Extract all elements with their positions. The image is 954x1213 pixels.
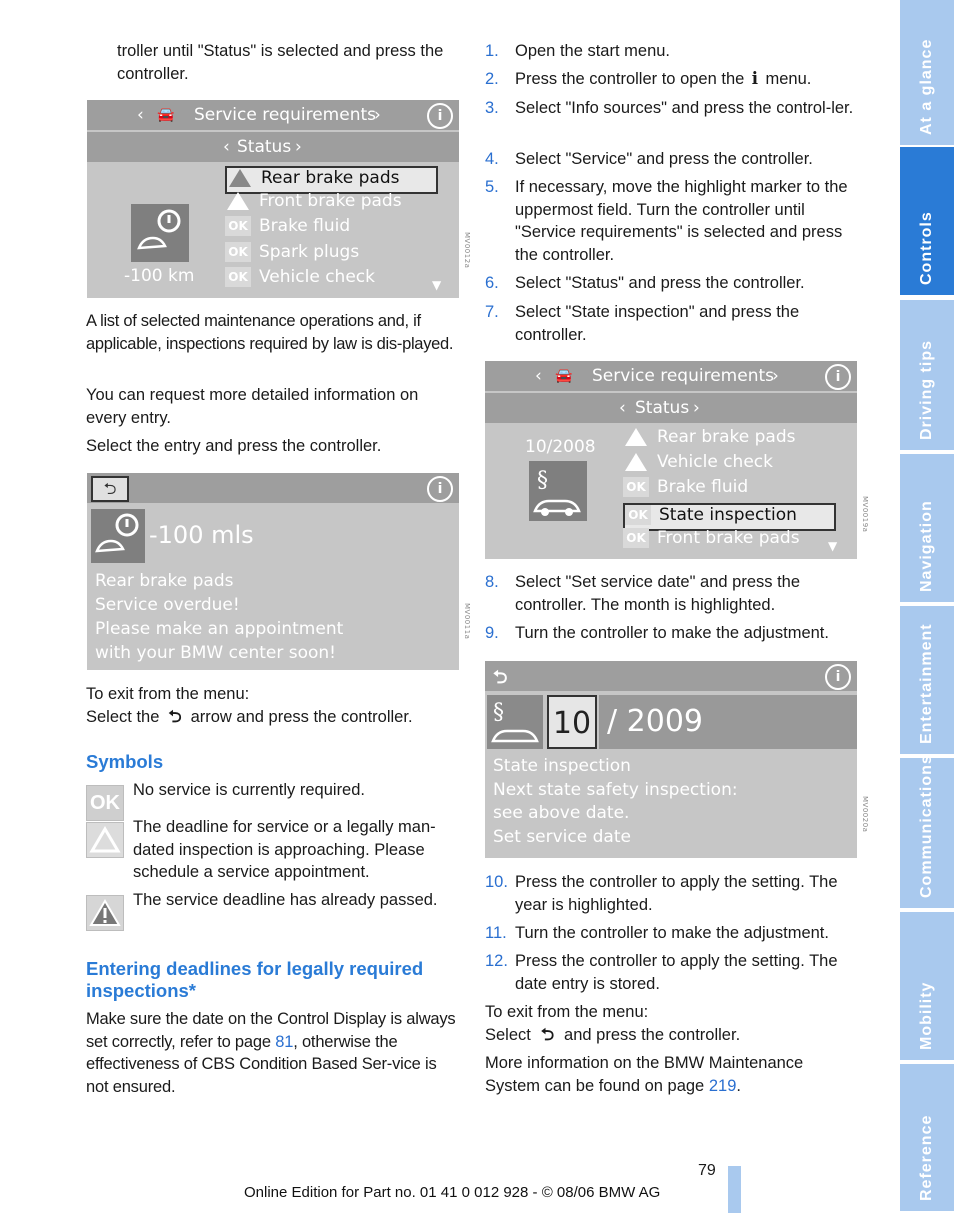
warning-triangle-icon: [227, 192, 249, 210]
status-bar: [87, 132, 459, 162]
tab-label: Controls: [918, 211, 935, 285]
detail-info-text: You can request more detailed information on every entry.: [86, 386, 419, 427]
exit-menu-text: To exit from the menu:: [485, 1003, 649, 1021]
screenshot-set-date: ⮌ i § 10 / 2009 State inspection Next state safety inspection: see above date. Set service date MV0020a: [485, 661, 857, 858]
back-arrow-icon: ⮌: [493, 667, 508, 688]
warning-triangle-icon: [625, 428, 647, 446]
tab-controls[interactable]: [900, 147, 954, 295]
date-line: Set service date: [493, 826, 631, 847]
tab-label: Navigation: [918, 500, 935, 592]
tab-navigation[interactable]: [900, 454, 954, 602]
select-entry-text: Select the entry and press the controller.: [86, 437, 382, 455]
car-icon: 🚘: [555, 368, 573, 384]
distance-value: -100 km: [124, 266, 195, 286]
back-arrow-icon: ⮌: [540, 1026, 555, 1044]
tab-label: Reference: [918, 1114, 935, 1201]
page-link-81[interactable]: 81: [275, 1032, 294, 1051]
service-car-icon: [131, 204, 189, 262]
sym-over-text: The service deadline has already passed.: [133, 891, 438, 909]
step-number: 10.: [485, 873, 508, 891]
ok-badge-icon: OK: [623, 477, 649, 497]
warning-triangle-icon: [625, 453, 647, 471]
info-icon: i: [427, 476, 453, 502]
sym-ok-text: No service is currently required.: [133, 781, 365, 799]
step-text: If necessary, move the highlight marker to the uppermost field. Turn the controller until "Service requirements" is selected and press the controller.: [515, 178, 848, 264]
svg-text:§: §: [537, 468, 548, 493]
footer-text: Online Edition for Part no. 01 41 0 012 928 - © 08/06 BMW AG: [244, 1184, 661, 1201]
service-item-label: Spark plugs: [259, 241, 360, 262]
detail-line: Service overdue!: [95, 595, 240, 615]
exit-text-b: and press the controller.: [564, 1026, 741, 1044]
service-list-item[interactable]: [225, 267, 434, 291]
date-line: State inspection: [493, 756, 631, 776]
step-text: Open the start menu.: [515, 42, 671, 60]
service-list: [623, 427, 836, 557]
inspection-car-icon: [529, 461, 587, 521]
step-text: Select "Status" and press the controller.: [515, 274, 805, 292]
status-label: Status: [635, 398, 690, 418]
menu-title: Service requirements: [592, 366, 774, 386]
exit-instruction: [86, 706, 413, 729]
step-text: Select "Service" and press the controller.: [515, 150, 813, 168]
page-marker: [728, 1166, 741, 1213]
date-line: Next state safety inspection:: [493, 779, 738, 800]
date-title-bar: [485, 661, 857, 691]
step-number: 6.: [485, 274, 499, 292]
service-list-item[interactable]: [225, 191, 434, 215]
info-icon: i: [427, 103, 453, 129]
tab-label: Driving tips: [918, 339, 935, 440]
info-icon: i: [825, 364, 851, 390]
service-list-item[interactable]: [623, 452, 832, 476]
ok-badge-icon: OK: [225, 267, 251, 287]
service-list: [225, 166, 438, 296]
detail-line: with your BMW center soon!: [95, 643, 336, 663]
service-list-item[interactable]: [623, 427, 832, 451]
tab-driving-tips[interactable]: [900, 300, 954, 450]
tab-communications[interactable]: [900, 754, 954, 908]
scroll-down-icon: ▼: [432, 278, 442, 292]
sym-warn-text: [133, 816, 459, 884]
more-info-b: .: [736, 1076, 741, 1095]
arrow-right-icon: ›: [295, 137, 302, 157]
tab-mobility[interactable]: [900, 912, 954, 1060]
service-item-label: Brake fluid: [259, 216, 351, 237]
info-icon: i: [825, 664, 851, 690]
car-icon: 🚘: [157, 107, 175, 123]
step-number: 12.: [485, 952, 508, 970]
service-list-item[interactable]: [225, 166, 438, 194]
date-note: [86, 1008, 458, 1098]
service-item-label: Brake fluid: [657, 477, 749, 498]
warning-triangle-icon: [229, 169, 251, 187]
step-text: Select "Set service date" and press the controller. The month is highlighted.: [515, 573, 801, 614]
ok-badge-icon: OK: [623, 528, 649, 548]
screenshot-state-inspection: ‹ 🚘 Service requirements › i ‹ Status › 10/2008 § Rear brake pads Vehicle check OK Brake fluid OK State inspection OK Front brake pads ▼ MV0019a: [485, 361, 857, 559]
year-field: / 2009: [599, 695, 857, 749]
menu-title: Service requirements: [194, 105, 376, 125]
arrow-left-icon: ‹: [535, 366, 542, 386]
info-menu-icon: i: [751, 69, 759, 88]
step-number: 7.: [485, 303, 499, 321]
exit-text-a: Select: [485, 1026, 531, 1044]
sym-warn-text-span: The deadline for service or a legally man-dated inspection is approaching. Please schedule a service appointment.: [133, 818, 436, 882]
service-item-label: Vehicle check: [259, 266, 375, 287]
arrow-right-icon: ›: [693, 398, 700, 418]
service-item-label: Rear brake pads: [657, 427, 796, 447]
page-number: 79: [698, 1162, 716, 1179]
more-info-a: More information on the BMW Maintenance System can be found on page: [485, 1054, 804, 1095]
arrow-left-icon: ‹: [223, 137, 230, 157]
step-number: 8.: [485, 573, 499, 591]
step-text: Turn the controller to make the adjustment.: [515, 624, 829, 642]
more-info-text: [485, 1052, 857, 1097]
exit-instruction: [485, 1024, 740, 1047]
detail-title-bar: [87, 473, 459, 503]
scroll-down-icon: ▼: [828, 539, 838, 553]
inspection-car-icon: [487, 695, 543, 749]
back-arrow-icon: ⮌: [91, 476, 129, 502]
arrow-left-icon: ‹: [137, 105, 144, 125]
tab-reference[interactable]: [900, 1064, 954, 1211]
menu-title-bar: [485, 361, 857, 391]
tab-label: Mobility: [918, 981, 935, 1050]
intro-text: troller until "Status" is selected and press the controller.: [117, 42, 444, 83]
detail-line: Please make an appointment: [95, 619, 344, 639]
month-field: 10: [547, 695, 597, 749]
back-arrow-icon: ⮌: [168, 708, 182, 726]
list-description: A list of selected maintenance operations and, if applicable, inspections required by law is dis-played.: [86, 312, 454, 353]
detail-line: Rear brake pads: [95, 571, 234, 591]
service-item-label: Rear brake pads: [261, 168, 400, 188]
date-line: see above date.: [493, 803, 630, 823]
date-note-a: Make sure the date on the Control Display is always set correctly, refer to page: [86, 1010, 456, 1051]
tab-label: At a glance: [918, 38, 935, 135]
step-number: 1.: [485, 42, 499, 60]
warning-approaching-icon: [86, 822, 124, 858]
warning-overdue-icon: [86, 895, 124, 931]
service-list-item[interactable]: [225, 242, 434, 266]
service-list-item[interactable]: [225, 216, 434, 240]
step-number: 9.: [485, 624, 499, 642]
menu-title-bar: [87, 100, 459, 130]
date-message: [493, 755, 738, 849]
step-number: 11.: [485, 924, 507, 942]
step-text: Select "Info sources" and press the control-ler.: [515, 99, 854, 117]
service-item-label: Vehicle check: [657, 452, 773, 473]
detail-message: [95, 569, 343, 665]
step-number: 4.: [485, 150, 499, 168]
screenshot-service-status: ‹ 🚘 Service requirements › i ‹ Status › -100 km Rear brake pads Front brake pads OK Brake fluid OK Spark plugs OK Vehicle check ▼ MV0012a: [87, 100, 459, 298]
service-list-item[interactable]: [623, 528, 832, 552]
status-bar: [485, 393, 857, 423]
service-item-label: Front brake pads: [259, 191, 402, 212]
service-car-icon: [91, 509, 145, 563]
step-number: 5.: [485, 178, 499, 196]
tab-at-a-glance[interactable]: [900, 0, 954, 145]
date-note-b: , otherwise the effectiveness of CBS Condition Based Ser-vice is not ensured.: [86, 1032, 437, 1096]
step-text: Press the controller to apply the setting. The date entry is stored.: [515, 952, 838, 993]
step-text: Press the controller to open the i menu.: [515, 68, 857, 91]
status-label: Status: [237, 137, 292, 157]
page-link-219[interactable]: 219: [708, 1076, 737, 1095]
service-list-item[interactable]: [623, 477, 832, 501]
tab-entertainment[interactable]: [900, 606, 954, 754]
arrow-left-icon: ‹: [619, 398, 626, 418]
tab-label: Entertainment: [918, 623, 935, 744]
symbols-heading: Symbols: [86, 751, 164, 772]
service-item-label: Front brake pads: [657, 527, 800, 548]
step-text: Turn the controller to make the adjustment.: [515, 924, 829, 942]
overdue-distance: -100 mls: [149, 521, 254, 549]
service-item-label: State inspection: [659, 504, 797, 525]
ok-badge-icon: OK: [225, 242, 251, 262]
exit-menu-text: To exit from the menu:: [86, 685, 250, 703]
inspection-date: 10/2008: [525, 437, 596, 457]
svg-text:§: §: [493, 700, 504, 725]
ok-badge-icon: OK: [625, 505, 651, 525]
arrow-right-icon: ›: [374, 105, 381, 125]
exit-text-b: arrow and press the controller.: [190, 708, 413, 726]
step-number: 2.: [485, 70, 499, 88]
deadlines-heading: Entering deadlines for legally required inspections*: [86, 958, 424, 1001]
step-number: 3.: [485, 99, 499, 117]
exit-text-a: Select the: [86, 708, 160, 726]
ok-symbol-icon: OK: [86, 785, 124, 821]
screenshot-service-detail: ⮌ i -100 mls Rear brake pads Service overdue! Please make an appointment with your BMW center soon! MV0011a: [87, 473, 459, 670]
service-list-item[interactable]: [623, 503, 836, 531]
step-text: Select "State inspection" and press the controller.: [515, 303, 800, 344]
arrow-right-icon: ›: [772, 366, 779, 386]
tab-label: Communications: [918, 754, 935, 898]
step-text: Press the controller to apply the setting. The year is highlighted.: [515, 873, 838, 914]
ok-badge-icon: OK: [225, 216, 251, 236]
